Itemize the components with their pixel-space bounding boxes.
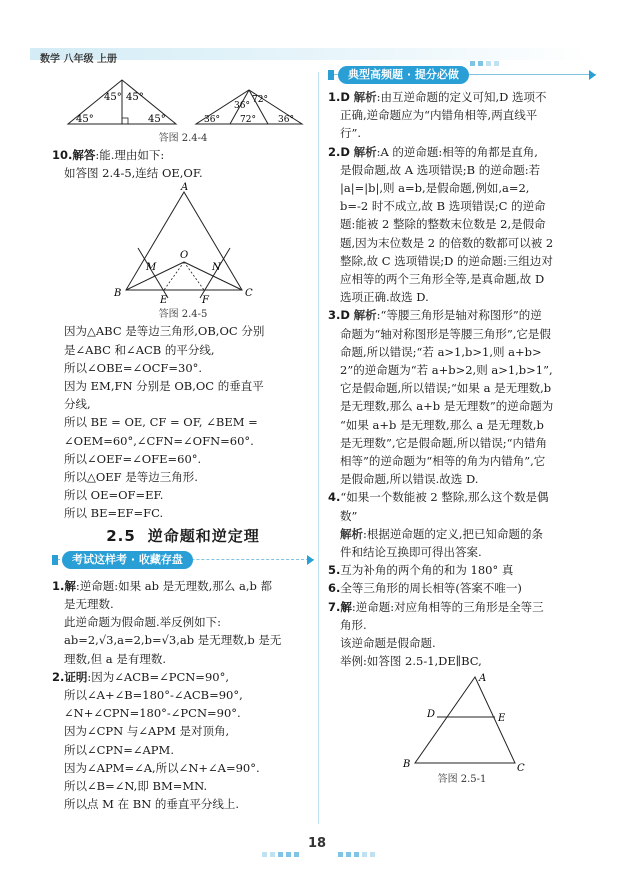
text-line: 2”的逆命题为“若 a+b>2,则 a>1,b>1”, [340,363,553,378]
text-line: 所以∠B=∠N,即 BM=MN. [64,779,208,794]
point-label: E [498,712,506,724]
text-line: 行”. [340,126,362,141]
page-header [0,0,624,65]
text-line: 应相等的两个三角形全等,是真命题,故 D [340,272,545,287]
text-line: 如答图 2.4-5,连结 OE,OF. [64,166,203,181]
text-line: 它是假命题,所以错误;“如果 a 是无理数,b [340,381,552,396]
text-line: 件和结论互换即可得出答案. [340,545,482,560]
right-column [328,88,596,787]
text-line: 数” [340,508,358,523]
point-label: N [212,262,221,274]
text-line: 该逆命题是假命题. [340,636,436,651]
text-line: 是无理数”,它是假命题,所以错误;“内错角 [340,435,547,450]
text-line: ∠N+∠CPN=180°-∠PCN=90°. [64,706,241,721]
point-label: A [181,182,189,194]
text-line: 所以△OEF 是等边三角形. [64,470,198,485]
text-line: 理数,但 a 是有理数. [64,651,166,666]
banner-label: 考试这样考 · 收藏存盘 [62,551,193,569]
angle-label: 72° [252,95,268,105]
figure-caption: 答图 2.4-5 [158,309,208,321]
text-line: 相等”的逆命题为“相等的角为内错角”,它 [340,454,546,469]
point-label: B [403,758,411,770]
question-2: 2.证明:因为∠ACB=∠PCN=90°, [52,669,229,684]
text-line: 命题,所以错误;“若 a>1,b>1,则 a+b> [340,344,542,359]
angle-label: 36° [204,115,220,125]
text-line: 命题为“轴对称图形是等腰三角形”,它是假 [340,326,551,341]
text-line: 题:能被 2 整除的整数末位数是 2,是假命 [340,217,546,232]
point-label: M [146,262,157,274]
text-line: 是无理数. [64,597,114,612]
text-line: 因为∠CPN 与∠APM 是对顶角, [64,724,230,739]
question-3: 3.D 解析:“等腰三角形是轴对称图形”的逆 [328,308,542,323]
question-6: 6.全等三角形的周长相等(答案不唯一) [328,581,522,596]
text-line: 分线, [64,397,91,412]
point-label: O [180,250,189,262]
text-line: 解析:根据逆命题的定义,把已知命题的条 [340,526,544,541]
text-line: 因为△ABC 是等边三角形,OB,OC 分别 [64,324,265,339]
text-line: 此逆命题为假命题.举反例如下: [64,615,222,630]
text-line: 是假命题,所以错误.故选 D. [340,472,479,487]
angle-label: 45° [104,92,122,103]
figure-2-4-5 [108,182,258,308]
banner-exam [52,549,314,571]
point-label: F [202,295,209,307]
text-line: b=-2 时不成立,故 B 选项错误;C 的逆命 [340,199,546,214]
banner-label: 典型高频题 · 提分必做 [338,66,469,84]
footer-dots-left [262,842,302,861]
figure-caption: 答图 2.5-1 [437,773,487,785]
text-line: ab=2,√3,a=2,b=√3,ab 是无理数,b 是无 [64,633,282,648]
text-line: 题,因为末位数是 2 的倍数的数都可以被 2 [340,235,554,250]
left-column [52,72,314,813]
text-line: |a|=|b|,则 a=b,是假命题,例如,a=2, [340,181,530,196]
text-line: 因为∠APM=∠A,所以∠N+∠A=90°. [64,760,260,775]
angle-label: 45° [76,114,94,125]
text-line: 所以 BE=EF=FC. [64,506,164,521]
header-label: 数学 八年级 上册 [40,54,117,65]
point-label: E [160,295,168,307]
angle-label: 36° [278,115,294,125]
point-label: D [427,708,436,720]
footer-dots-right [338,842,378,861]
point-label: C [245,288,253,300]
angle-label: 45° [126,92,144,103]
question-7: 7.解:逆命题:对应角相等的三角形是全等三 [328,599,544,614]
question-4: 4.“如果一个数能被 2 整除,那么这个数是偶 [328,490,549,505]
point-label: C [517,762,525,773]
text-line: 举例:如答图 2.5-1,DE∥BC, [340,654,482,669]
point-label: A [479,672,487,684]
figure-caption: 答图 2.4-4 [158,133,208,144]
question-1: 1.解:逆命题:如果 ab 是无理数,那么 a,b 都 [52,578,272,593]
text-line: 所以∠CPN=∠APM. [64,742,174,757]
text-line: 所以 BE = OE, CF = OF, ∠BEM = [64,415,258,430]
text-line: 整除,故 C 选项错误;D 的逆命题:三组边对 [340,253,553,268]
text-line: 角形. [340,617,367,632]
page-number: 18 [308,836,327,851]
text-line: 所以∠A+∠B=180°-∠ACB=90°, [64,688,243,703]
angle-label: 36° [234,101,250,111]
text-line: 所以∠OEF=∠OFE=60°. [64,451,202,466]
figure-2-4-4 [58,72,308,132]
text-line: 是假命题,故 A 选项错误;B 的逆命题:若 [340,162,541,177]
question-10: 10.解答:能.理由如下: [52,148,165,162]
text-line: 是无理数,那么 a+b 是无理数”的逆命题为 [340,399,554,414]
angle-label: 45° [148,114,166,125]
column-divider [318,72,319,824]
text-line: 选项正确.故选 D. [340,290,429,305]
point-label: B [114,288,122,300]
text-line: “如果 a+b 是无理数,那么 a 是无理数,b [340,417,544,432]
section-title: 2.5 逆命题和逆定理 [106,526,260,545]
text-line: 因为 EM,FN 分别是 OB,OC 的垂直平 [64,379,264,394]
page-footer [0,836,624,856]
figure-2-5-1 [387,671,537,773]
text-line: 正确,逆命题应为“内错角相等,两直线平 [340,108,538,123]
text-line: 所以 OE=OF=EF. [64,488,164,503]
question-1: 1.D 解析:由互逆命题的定义可知,D 选项不 [328,90,547,104]
text-line: ∠OEM=60°,∠CFN=∠OFN=60°. [64,433,254,448]
text-line: 所以∠OBE=∠OCF=30°. [64,360,203,375]
question-5: 5.互为补角的两个角的和为 180° 真 [328,563,514,578]
text-line: 是∠ABC 和∠ACB 的平分线, [64,342,215,357]
question-2: 2.D 解析:A 的逆命题:相等的角都是直角, [328,144,538,159]
angle-label: 72° [240,115,256,125]
text-line: 所以点 M 在 BN 的垂直平分线上. [64,797,240,812]
